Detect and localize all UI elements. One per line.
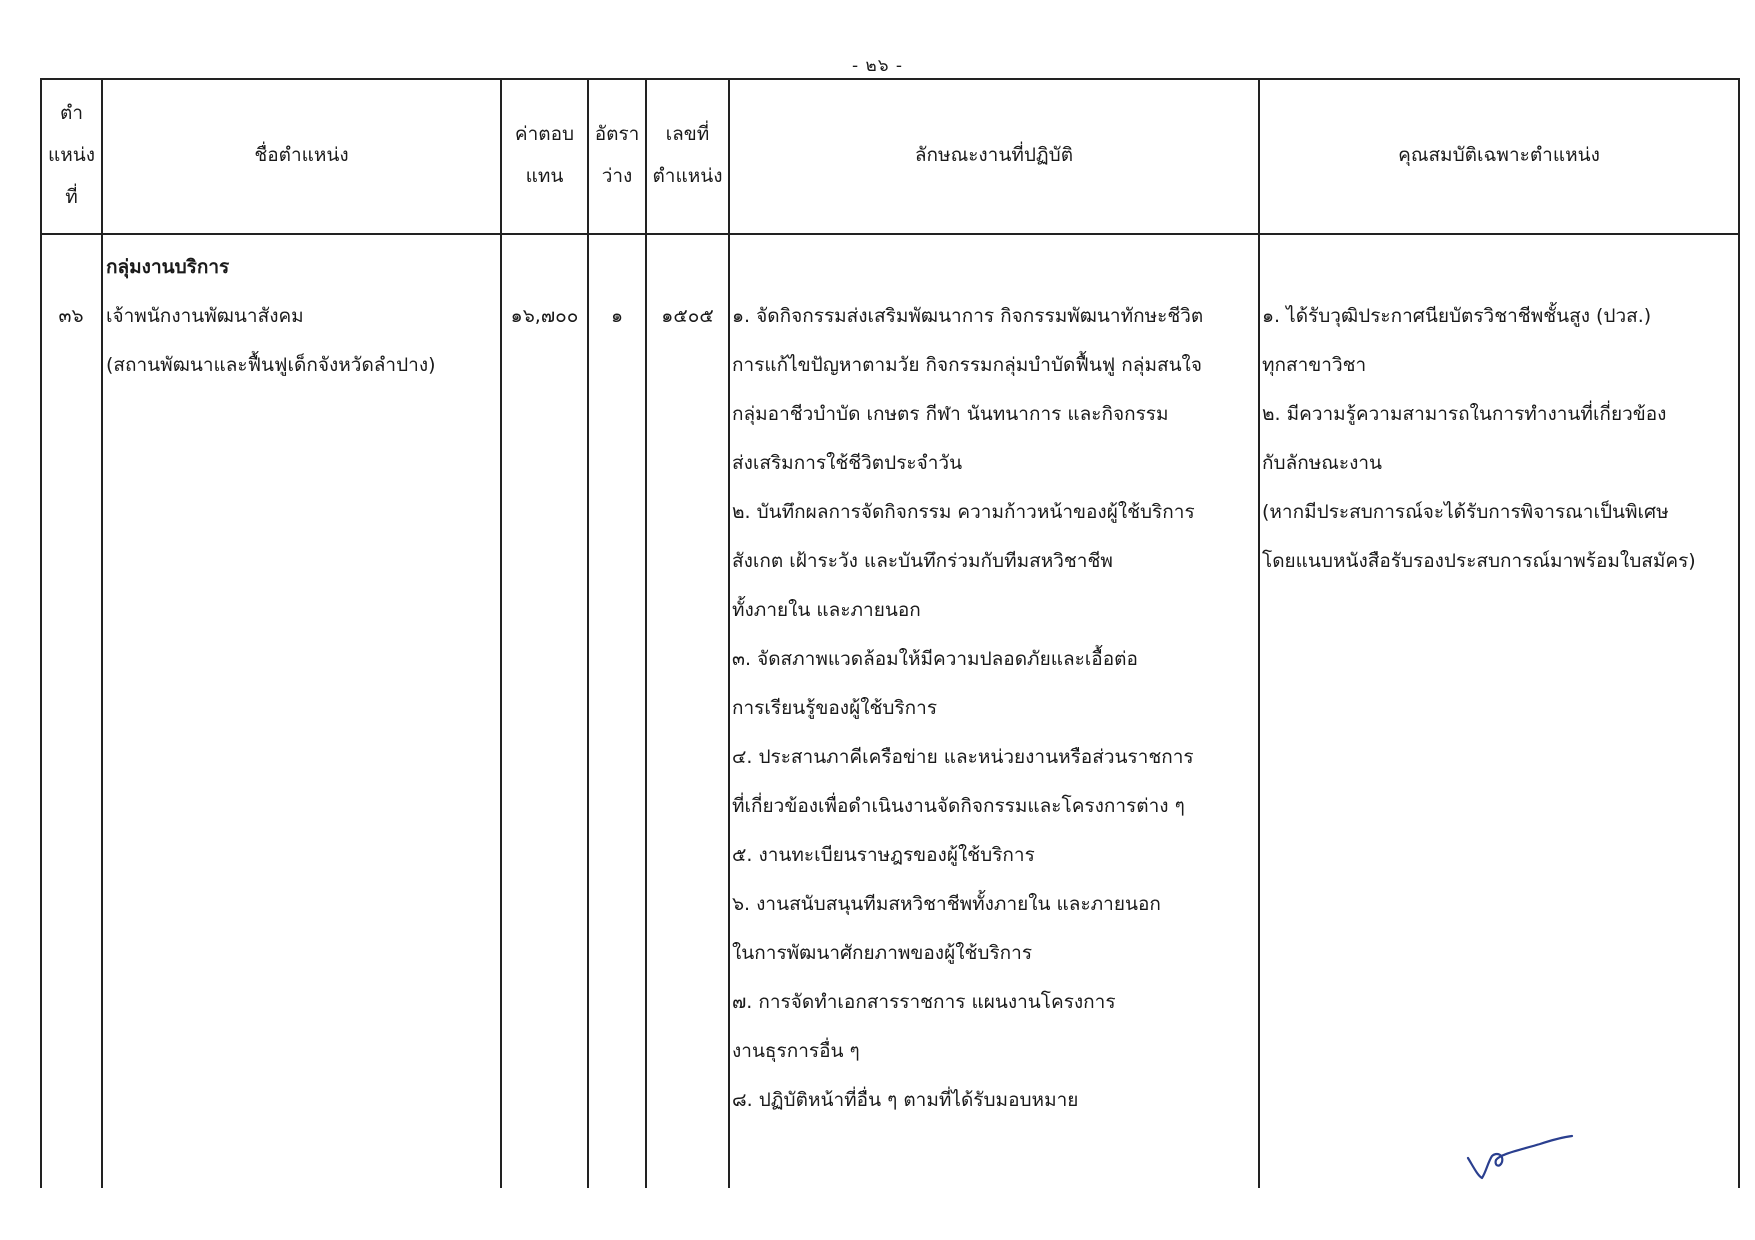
handwritten-signature — [1460, 1128, 1575, 1183]
page-number: - ๒๖ - — [851, 56, 904, 76]
duty-line: การเรียนรู้ของผู้ใช้บริการ — [732, 697, 938, 719]
header-position-no: ตำ แหน่ง ที่ — [47, 102, 96, 208]
column-border — [1258, 78, 1260, 1188]
duty-line: ๖. งานสนับสนุนทีมสหวิชาชีพทั้งภายใน และภายนอก — [732, 893, 1161, 915]
vacancy-value: ๑ — [610, 305, 624, 327]
column-border — [101, 78, 103, 1188]
duty-line: กลุ่มอาชีวบำบัด เกษตร กีฬา นันทนาการ และกิจกรรม — [732, 403, 1169, 425]
duty-line: งานธุรการอื่น ๆ — [732, 1040, 860, 1062]
duty-line: ในการพัฒนาศักยภาพของผู้ใช้บริการ — [732, 942, 1033, 964]
column-border — [587, 78, 589, 1188]
header-position-number: เลขที่ ตำแหน่ง — [652, 123, 723, 187]
qualification-line: (หากมีประสบการณ์จะได้รับการพิจารณาเป็นพิเศษ — [1262, 501, 1669, 523]
header-qualifications: คุณสมบัติเฉพาะตำแหน่ง — [1398, 144, 1600, 166]
qualification-line: ๒. มีความรู้ความสามารถในการทำงานที่เกี่ยวข้อง — [1262, 403, 1667, 425]
header-compensation: ค่าตอบ แทน — [514, 123, 575, 187]
group-name: กลุ่มงานบริการ — [106, 256, 230, 278]
qualification-line: ทุกสาขาวิชา — [1262, 354, 1367, 376]
duty-line: การแก้ไขปัญหาตามวัย กิจกรรมกลุ่มบำบัดฟื้นฟู กลุ่มสนใจ — [732, 354, 1202, 376]
qualification-line: โดยแนบหนังสือรับรองประสบการณ์มาพร้อมใบสมัคร) — [1262, 550, 1696, 572]
duty-line: ๘. ปฏิบัติหน้าที่อื่น ๆ ตามที่ได้รับมอบหมาย — [732, 1089, 1079, 1111]
duty-line: ๓. จัดสภาพแวดล้อมให้มีความปลอดภัยและเอื้อต่อ — [732, 648, 1138, 670]
position-unit: (สถานพัฒนาและฟื้นฟูเด็กจังหวัดลำปาง) — [106, 354, 436, 376]
column-border — [40, 78, 42, 1188]
duty-line: ๔. ประสานภาคีเครือข่าย และหน่วยงานหรือส่วนราชการ — [732, 746, 1194, 768]
header-divider — [40, 233, 1740, 235]
duty-line: ๒. บันทึกผลการจัดกิจกรรม ความก้าวหน้าของผู้ใช้บริการ — [732, 501, 1195, 523]
position-title: เจ้าพนักงานพัฒนาสังคม — [106, 305, 304, 327]
header-vacancy: อัตรา ว่าง — [594, 123, 640, 187]
column-border — [500, 78, 502, 1188]
position-number-value: ๑๕๐๕ — [661, 305, 714, 327]
duties-list — [732, 292, 1203, 1125]
column-border — [1738, 78, 1740, 1188]
column-border — [728, 78, 730, 1188]
duty-line: ๕. งานทะเบียนราษฎรของผู้ใช้บริการ — [732, 844, 1035, 866]
duty-line: ส่งเสริมการใช้ชีวิตประจำวัน — [732, 452, 963, 474]
duty-line: ที่เกี่ยวข้องเพื่อดำเนินงานจัดกิจกรรมและโครงการต่าง ๆ — [732, 795, 1185, 817]
header-duties: ลักษณะงานที่ปฏิบัติ — [914, 144, 1074, 166]
position-name-cell — [106, 292, 436, 390]
qualification-line: กับลักษณะงาน — [1262, 452, 1383, 474]
header-position-name: ชื่อตำแหน่ง — [254, 144, 349, 166]
duty-line: ๑. จัดกิจกรรมส่งเสริมพัฒนาการ กิจกรรมพัฒนาทักษะชีวิต — [732, 305, 1204, 327]
column-border — [645, 78, 647, 1188]
compensation-value: ๑๖,๗๐๐ — [510, 305, 579, 327]
qualification-line: ๑. ได้รับวุฒิประกาศนียบัตรวิชาชีพชั้นสูง (ปวส.) — [1262, 305, 1652, 327]
qualifications-list — [1262, 292, 1696, 586]
row-number: ๓๖ — [58, 305, 84, 327]
duty-line: ๗. การจัดทำเอกสารราชการ แผนงานโครงการ — [732, 991, 1116, 1013]
duty-line: ทั้งภายใน และภายนอก — [732, 599, 921, 621]
duty-line: สังเกต เฝ้าระวัง และบันทึกร่วมกับทีมสหวิชาชีพ — [732, 550, 1113, 572]
